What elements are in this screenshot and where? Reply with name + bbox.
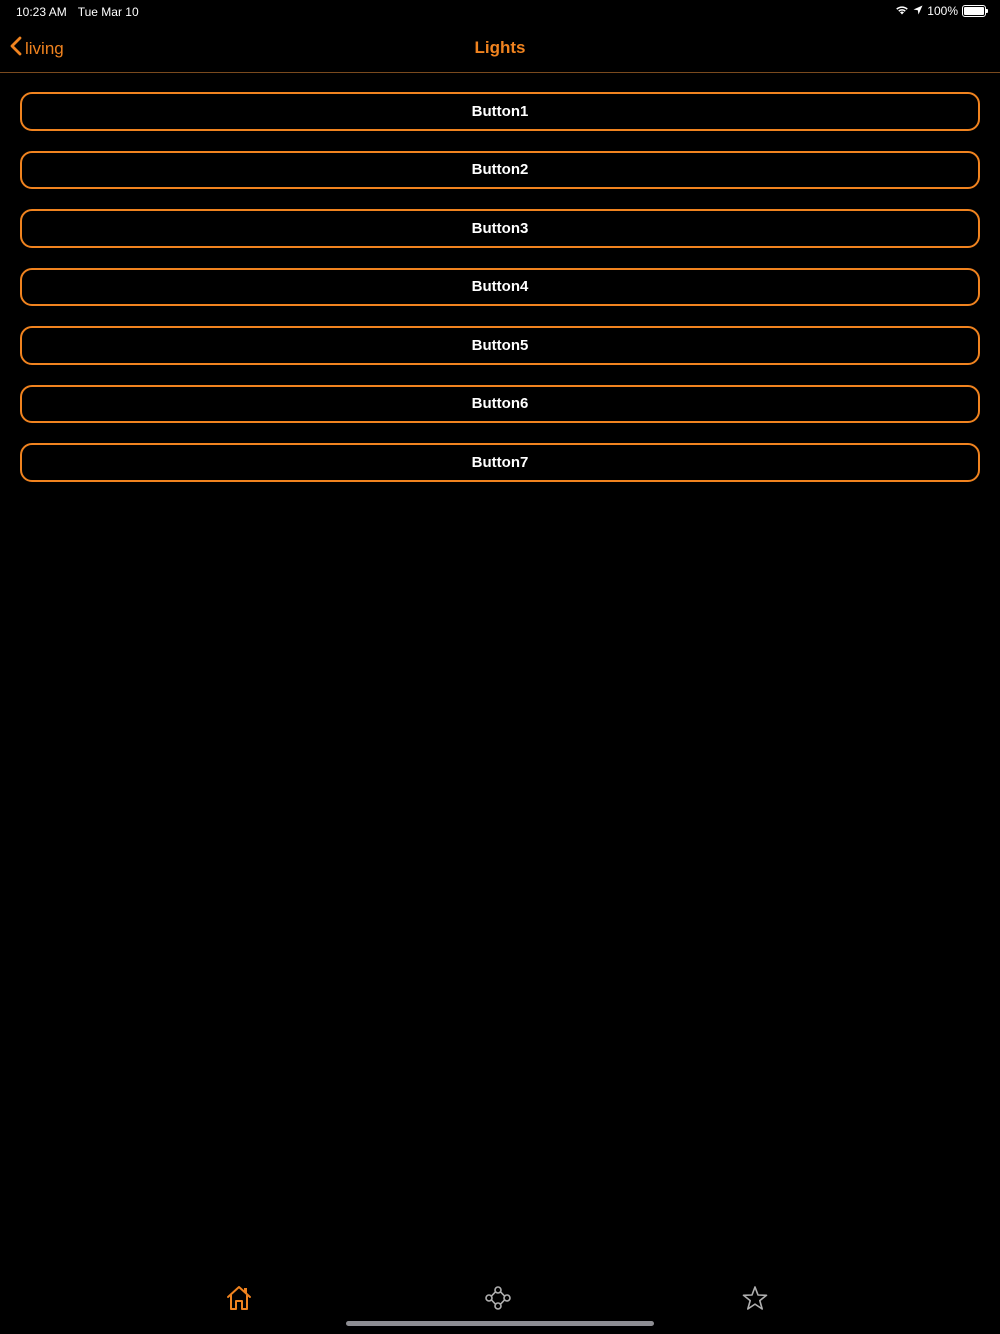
home-indicator[interactable] <box>346 1321 654 1326</box>
button-2[interactable]: Button2 <box>20 151 980 190</box>
page-title: Lights <box>474 38 526 57</box>
status-bar <box>0 0 1000 24</box>
battery-fill <box>964 7 984 15</box>
tab-bar <box>0 1272 1000 1334</box>
button-1[interactable]: Button1 <box>20 92 980 131</box>
star-icon <box>742 1285 768 1316</box>
button-3[interactable]: Button3 <box>20 209 980 248</box>
status-date: Tue Mar 10 <box>77 5 139 19</box>
status-time: 10:23 AM <box>16 5 67 19</box>
tab-home[interactable] <box>221 1282 257 1318</box>
wifi-icon <box>895 4 909 18</box>
location-arrow-icon <box>913 4 923 18</box>
status-left <box>16 5 139 19</box>
navigation-bar <box>0 24 1000 73</box>
battery-icon <box>962 5 986 17</box>
status-right <box>895 4 986 18</box>
button-7[interactable]: Button7 <box>20 443 980 482</box>
button-4[interactable]: Button4 <box>20 268 980 307</box>
back-button-label: living <box>25 38 64 58</box>
button-5[interactable]: Button5 <box>20 326 980 365</box>
scenes-icon <box>484 1285 512 1316</box>
lights-button-list <box>20 92 980 482</box>
tab-favorites[interactable] <box>737 1282 773 1318</box>
battery-percent: 100% <box>927 4 958 18</box>
tab-scenes[interactable] <box>480 1282 516 1318</box>
home-icon <box>225 1285 253 1316</box>
button-6[interactable]: Button6 <box>20 385 980 424</box>
